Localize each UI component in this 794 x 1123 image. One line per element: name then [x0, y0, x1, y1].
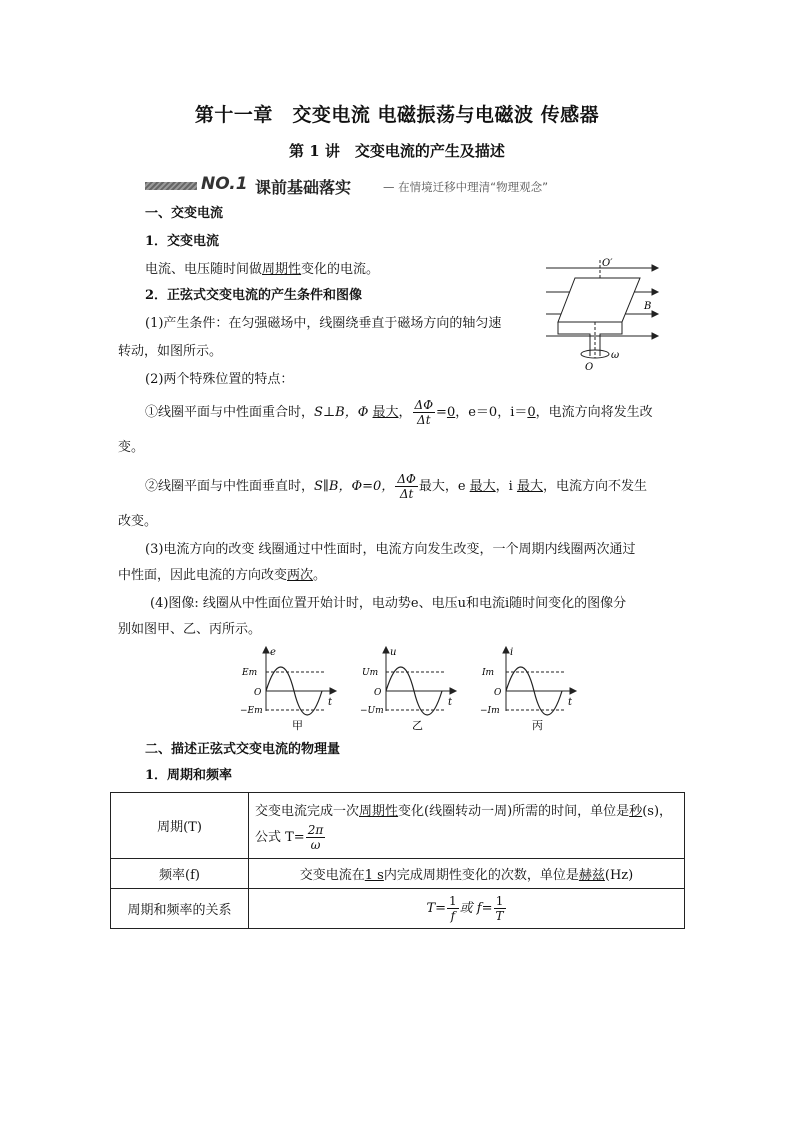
coil-axis-top-label: O′: [602, 258, 613, 269]
banner-stripe-decoration: [145, 182, 197, 190]
graph2-xaxis: t: [448, 697, 453, 708]
graph2-neg-peak: −Um: [360, 706, 384, 716]
row1-underline-periodic: 周期性: [359, 803, 399, 819]
row1-text-mid: 变化(线圈转动一周)所需的时间，单位是: [398, 803, 630, 819]
row2-text-pre: 交变电流在: [299, 868, 365, 883]
row1-text-pre: 交变电流完成一次: [255, 803, 360, 819]
rotating-coil-figure: [540, 256, 660, 374]
coil-axis-bottom-label: O: [585, 362, 594, 373]
period-frequency-table: [110, 792, 685, 929]
pos2-frac-num: ΔΦ: [397, 472, 416, 486]
pos1-frac-num: ΔΦ: [414, 398, 434, 412]
row1-text-post: (s)，: [642, 803, 673, 819]
graph3-peak: Im: [482, 668, 495, 678]
pos2-text-e: ，i: [495, 479, 517, 494]
pos1-text-b: S⊥B，Φ: [314, 405, 373, 420]
pos2-text-b: S∥B，Φ=0，: [314, 479, 395, 494]
banner-heading: 课前基础落实: [255, 178, 352, 197]
row2-text-mid: 内完成周期性变化的次数，单位是: [383, 868, 579, 883]
banner-number: NO.1: [201, 174, 248, 194]
dir-line2-pre: 中性面，因此电流的方向改变: [118, 568, 288, 583]
position1-line: [145, 398, 653, 427]
graph2-caption: 乙: [412, 719, 423, 732]
row2-underline-1s: 1 s: [364, 868, 384, 883]
sub1-text-underline: 周期性: [262, 262, 302, 277]
lecture-title: 第 1 讲 交变电流的产生及描述: [289, 142, 505, 160]
section1-heading: 一、交变电流: [145, 206, 224, 221]
image-line2: 别如图甲、乙、丙所示。: [118, 622, 262, 637]
graph3-xaxis: t: [568, 697, 573, 708]
pos1-text-e: =: [436, 405, 447, 420]
row1-formula-pre: 公式 T=: [255, 829, 305, 845]
sine-graphs-figure: [240, 645, 580, 735]
direction-line2: [118, 566, 326, 586]
condition-line2: 转动，如图所示。: [118, 344, 223, 359]
row1-frac-den: ω: [310, 837, 321, 852]
graph-current: [480, 647, 576, 732]
pos2-text-c: 最大，e: [418, 479, 470, 494]
row3-frac2-den: T: [495, 909, 504, 923]
graph3-yaxis: i: [510, 647, 514, 658]
row1-fraction: [306, 823, 326, 852]
row3-fraction1: [447, 894, 459, 923]
pos1-text-g: ，e＝0，i＝: [455, 405, 528, 420]
section2-heading: 二、描述正弦式交变电流的物理量: [145, 742, 341, 757]
graph1-xaxis: t: [328, 697, 333, 708]
coil-omega-label: ω: [611, 350, 620, 361]
pos1-underline-zero: 0: [446, 405, 456, 420]
row1-frac-num: 2π: [307, 822, 324, 837]
pos2-fraction: [395, 472, 418, 501]
row3-label: 周期和频率的关系: [111, 889, 249, 929]
dir-line2-post: 。: [313, 568, 327, 583]
row2-label: 频率(f): [111, 859, 249, 889]
graph3-origin: O: [494, 688, 502, 698]
pos1-text-i: ，电流方向将发生改: [535, 405, 653, 420]
sub1-text: [145, 260, 379, 280]
dir-line2-underline: 两次: [287, 568, 314, 583]
graph1-neg-peak: −Em: [240, 706, 263, 716]
banner-tagline: — 在情境迁移中理清“物理观念”: [383, 180, 549, 194]
position2-line2: 改变。: [118, 514, 158, 529]
row3-text-b: 或 f=: [459, 901, 493, 916]
row2-underline-hertz: 赫兹: [578, 868, 605, 883]
row3-fraction2: [494, 894, 506, 923]
graph1-peak: Em: [242, 668, 258, 678]
row2-text-post: (Hz): [604, 868, 634, 883]
row1-definition: [255, 800, 678, 819]
row1-label: 周期(T): [111, 793, 249, 859]
image-line1: (4)图像: 线圈从中性面位置开始计时，电动势e、电压u和电流i随时间变化的图像分: [150, 596, 627, 611]
graph2-yaxis: u: [390, 647, 397, 658]
pos1-text-a: ①线圈平面与中性面重合时，: [145, 405, 315, 420]
row1-formula: [255, 823, 678, 852]
pos1-underline-zero2: 0: [527, 405, 536, 420]
position2-line: [145, 472, 647, 501]
pos2-text-g: ，电流方向不发生: [542, 479, 647, 494]
chapter-title: 第十一章 交变电流 电磁振荡与电磁波 传感器: [194, 104, 600, 126]
position1-line2: 变。: [118, 440, 145, 455]
section-banner: [145, 174, 665, 198]
graph-emf: [240, 647, 336, 732]
table-row: [111, 889, 685, 929]
row1-content: [249, 793, 685, 859]
pos1-underline-max: 最大: [372, 405, 399, 420]
table-row: [111, 859, 685, 889]
graph3-caption: 丙: [532, 719, 543, 732]
pos2-underline-max-e: 最大: [469, 479, 496, 494]
coil-field-label: B: [644, 301, 652, 312]
sub1-heading: 1．交变电流: [145, 234, 220, 249]
sub1-text-pre: 电流、电压随时间做: [145, 262, 263, 277]
pos1-text-d: ，: [398, 405, 412, 420]
graph1-yaxis: e: [270, 647, 276, 658]
row3-frac2-num: 1: [494, 894, 506, 909]
sub1-text-post: 变化的电流。: [301, 262, 380, 277]
graph2-origin: O: [374, 688, 382, 698]
table-row: [111, 793, 685, 859]
row3-frac1-den: f: [450, 909, 456, 923]
pos1-frac-den: Δt: [417, 413, 431, 427]
pos2-text-a: ②线圈平面与中性面垂直时，: [145, 479, 315, 494]
row3-content: [249, 889, 685, 929]
graph1-caption: 甲: [292, 719, 303, 732]
pos2-frac-den: Δt: [399, 487, 414, 501]
row3-frac1-num: 1: [449, 894, 457, 908]
sub2-heading: 2．正弦式交变电流的产生条件和图像: [145, 288, 363, 303]
section2-sub1-heading: 1．周期和频率: [145, 768, 233, 783]
row3-text-a: T=: [426, 901, 447, 916]
condition-line1: (1)产生条件：在匀强磁场中，线圈绕垂直于磁场方向的轴匀速: [145, 316, 502, 331]
two-positions-heading: (2)两个特殊位置的特点：: [145, 372, 294, 387]
pos2-underline-max-i: 最大: [516, 479, 543, 494]
row1-underline-unit: 秒: [629, 803, 643, 819]
pos1-fraction: [413, 398, 436, 427]
graph3-neg-peak: −Im: [480, 706, 500, 716]
direction-line1: (3)电流方向的改变 线圈通过中性面时，电流方向发生改变，一个周期内线圈两次通过: [145, 542, 636, 557]
graph2-peak: Um: [362, 668, 379, 678]
row2-content: [249, 859, 685, 889]
graph1-origin: O: [254, 688, 262, 698]
graph-voltage: [360, 647, 456, 732]
